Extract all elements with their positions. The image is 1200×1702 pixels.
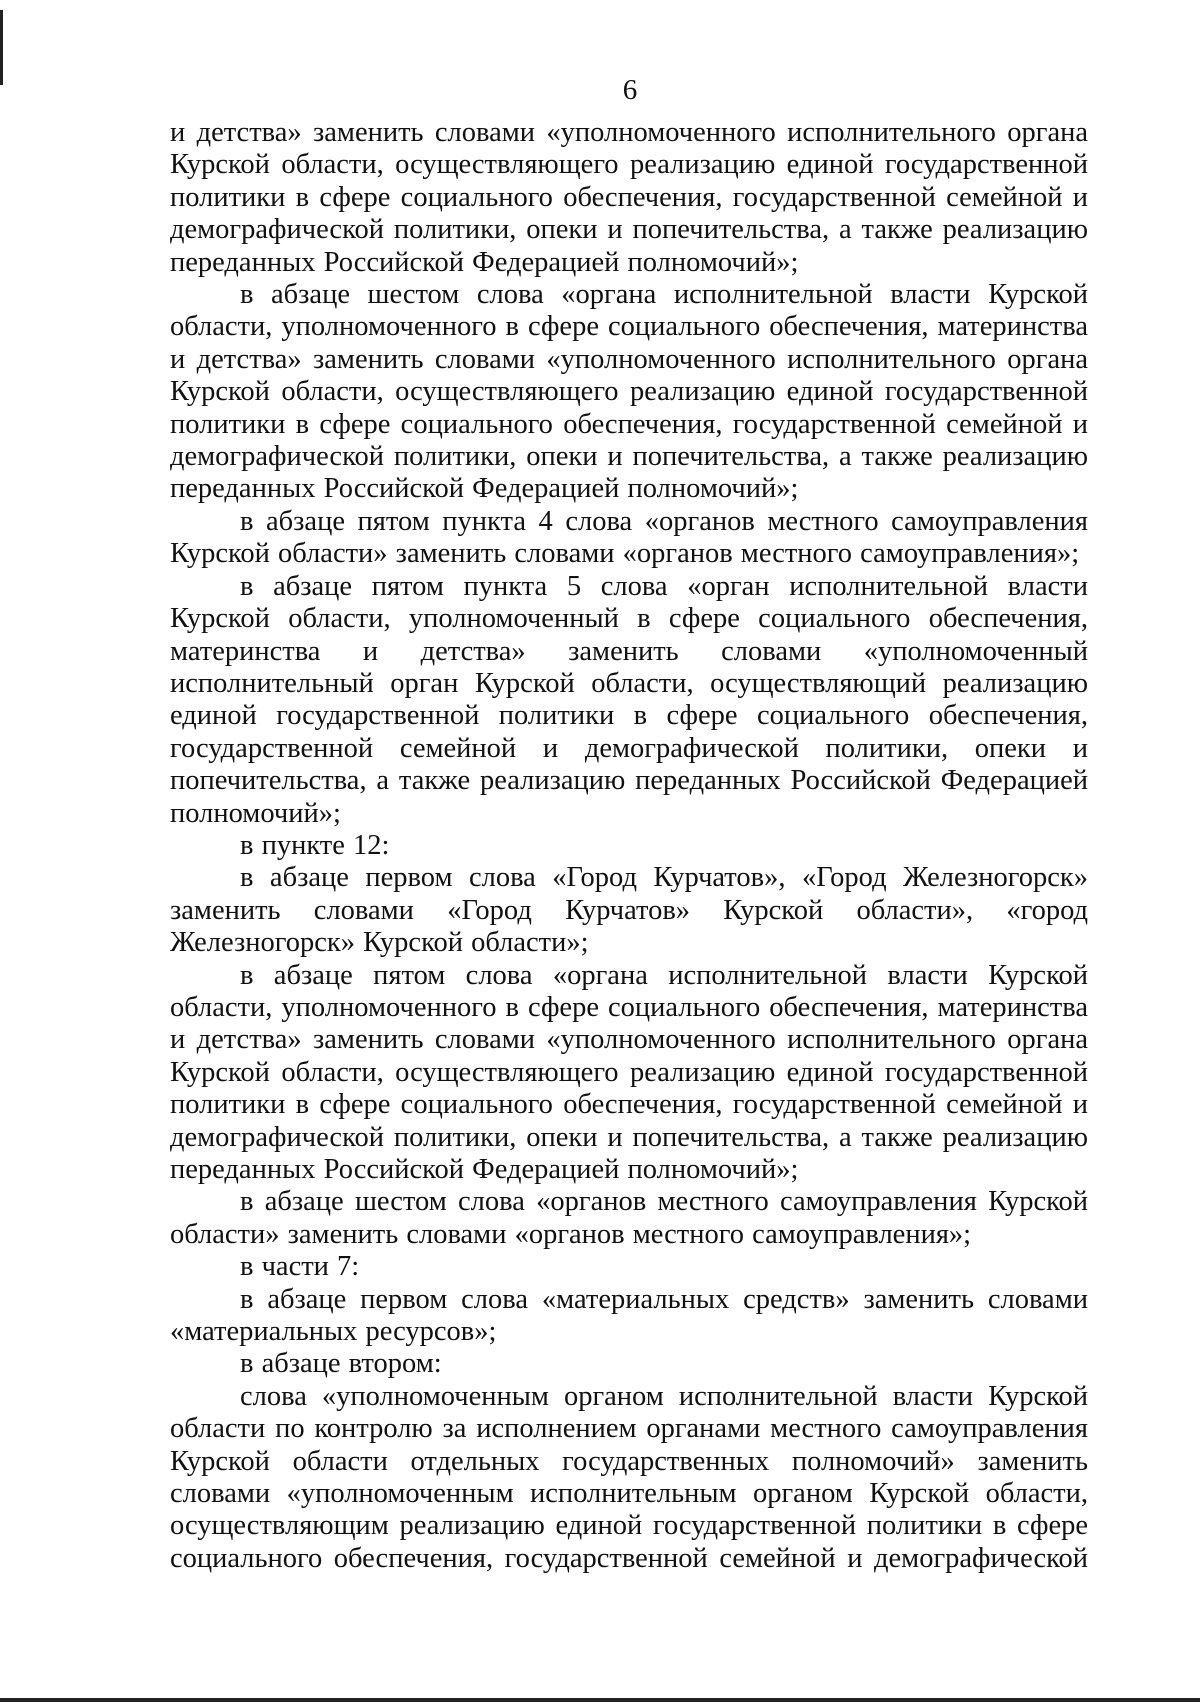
paragraph-10: в абзаце первом слова «материальных средств» заменить словами «материальных ресурсов»; [170,1283,1088,1348]
paragraph-2: в абзаце шестом слова «органа исполнительной власти Курской области, уполномоченного в сфере социального обеспечения, материнства и детства» заменить словами «уполномоченного исполнительного органа Курской области, осуществляющего реализацию единой государственной политики в сфере социального обеспечения, государственной семейной и демографической политики, опеки и попечительства, а также реализацию переданных Российской Федерацией полномочий»; [170,279,1088,505]
paragraph-12: слова «уполномоченным органом исполнительной власти Курской области по контролю за исполнением органами местного самоуправления Курской области отдельных государственных полномочий» заменить словами «уполномоченным исполнительным органом Курской области, осуществляющим реализацию единой государственной политики в сфере социального обеспечения, государственной семейной и демографической [170,1380,1088,1574]
paragraph-1: и детства» заменить словами «уполномоченного исполнительного органа Курской области, осуществляющего реализацию единой государственной политики в сфере социального обеспечения, государственной семейной и демографической политики, опеки и попечительства, а также реализацию переданных Российской Федерацией полномочий»; [170,117,1088,278]
document-body [170,117,1088,1575]
paragraph-8: в абзаце шестом слова «органов местного самоуправления Курской области» заменить словами «органов местного самоуправления»; [170,1186,1088,1250]
paragraph-5: в пункте 12: [240,829,390,861]
page-number: 6 [622,74,638,106]
paragraph-7: в абзаце пятом слова «органа исполнительной власти Курской области, уполномоченного в сфере социального обеспечения, материнства и детства» заменить словами «уполномоченного исполнительного органа Курской области, осуществляющего реализацию единой государственной политики в сфере социального обеспечения, государственной семейной и демографической политики, опеки и попечительства, а также реализацию переданных Российской Федерацией полномочий»; [170,959,1088,1185]
paragraph-11: в абзаце втором: [240,1348,442,1380]
paragraph-3: в абзаце пятом пункта 4 слова «органов местного самоуправления Курской области» заменить словами «органов местного самоуправления»; [170,505,1088,570]
paragraph-9: в части 7: [240,1251,360,1283]
paragraph-6: в абзаце первом слова «Город Курчатов», «Город Железногорск» заменить словами «Город Курчатов» Курской области», «город Железногорск» Курской области»; [170,862,1088,959]
scan-bottom-edge-mark [0,1698,1200,1702]
paragraph-4: в абзаце пятом пункта 5 слова «орган исполнительной власти Курской области, уполномоченный в сфере социального обеспечения, материнства и детства» заменить словами «уполномоченный исполнительный орган Курской области, осуществляющий реализацию единой государственной политики в сфере социального обеспечения, государственной семейной и демографической политики, опеки и попечительства, а также реализацию переданных Российской Федерацией полномочий»; [170,570,1088,829]
